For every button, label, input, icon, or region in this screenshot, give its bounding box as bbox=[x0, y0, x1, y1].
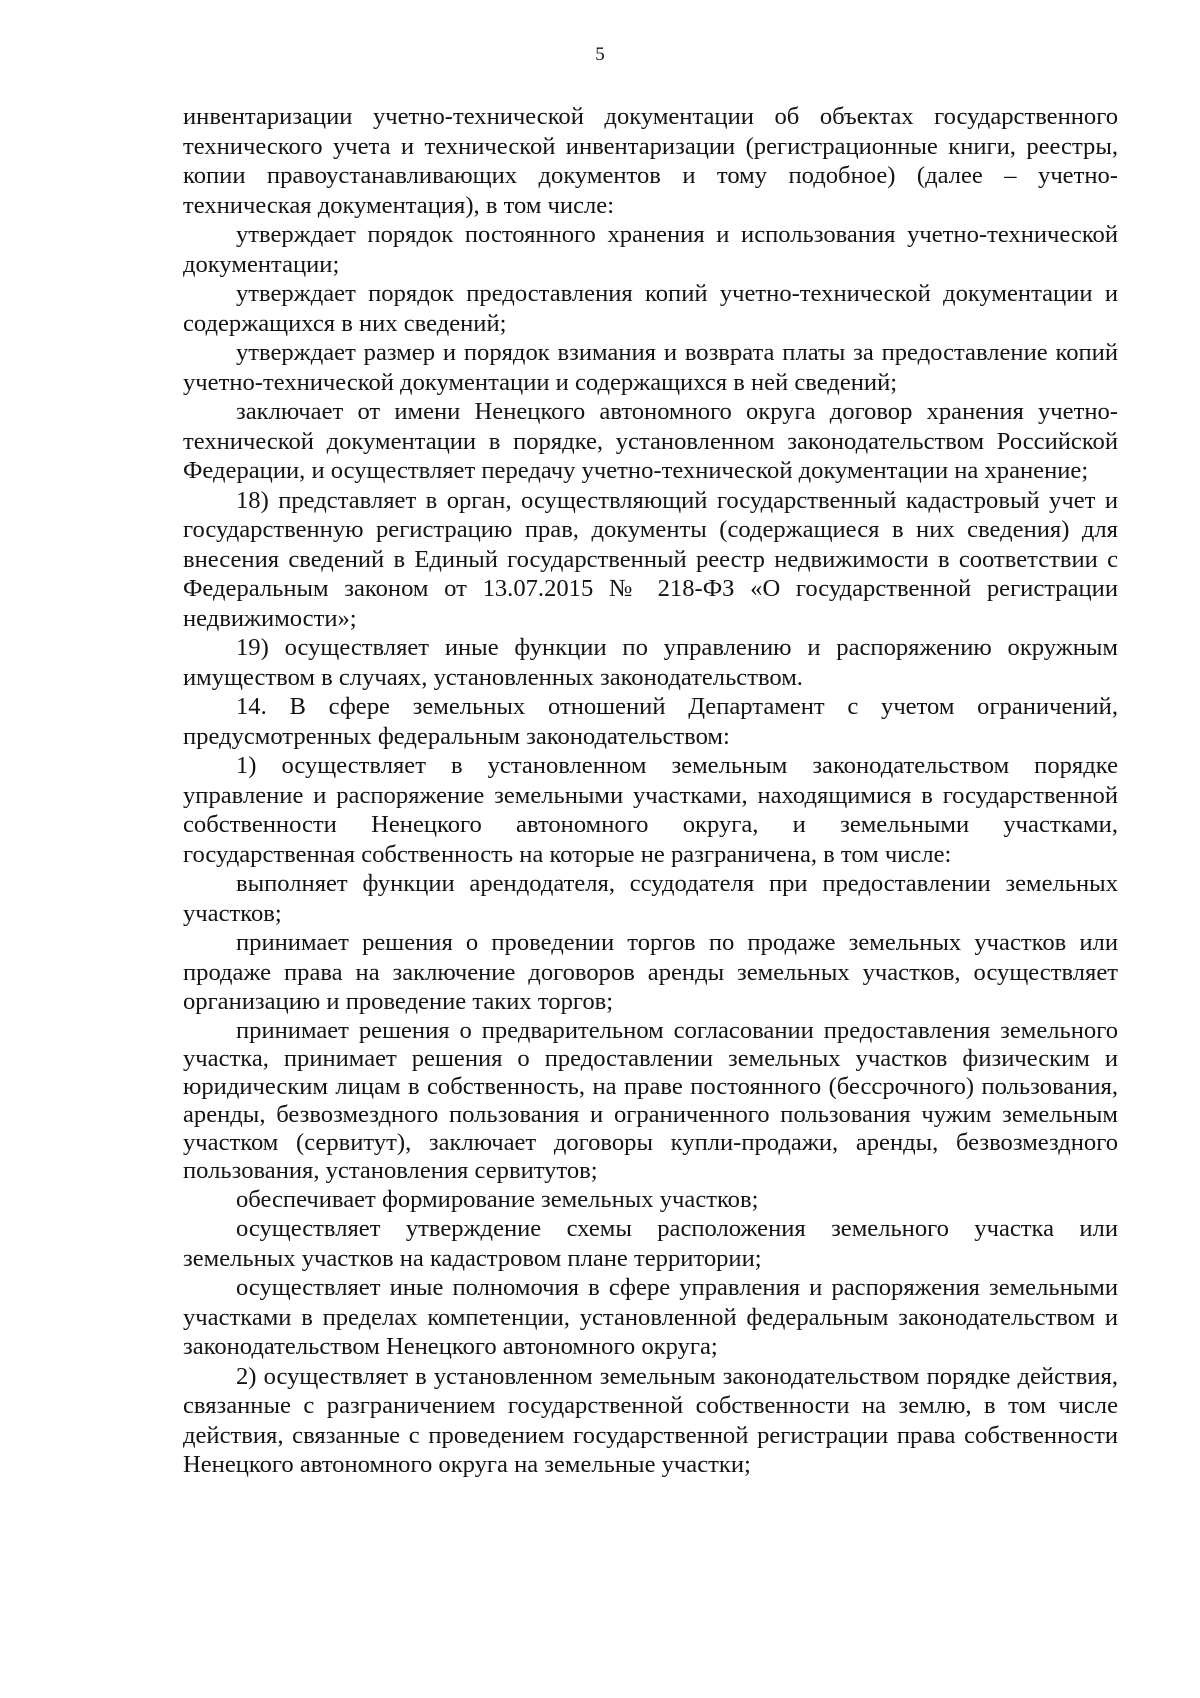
paragraph: осуществляет утверждение схемы расположения земельного участка или земельных участков на кадастровом плане территории; bbox=[183, 1215, 1118, 1272]
paragraph: принимает решения о проведении торгов по продаже земельных участков или продаже права на заключение договоров аренды земельных участков, осуществляет организацию и проведение таких торгов; bbox=[183, 929, 1118, 1015]
paragraph: утверждает размер и порядок взимания и возврата платы за предоставление копий учетно-технической документации и содержащихся в ней сведений; bbox=[183, 339, 1118, 396]
paragraph: заключает от имени Ненецкого автономного округа договор хранения учетно-технической документации в порядке, установленном законодательством Российской Федерации, и осуществляет передачу учетно-технической документации на хранение; bbox=[183, 398, 1118, 484]
paragraph: обеспечивает формирование земельных участков; bbox=[236, 1185, 759, 1213]
paragraph: выполняет функции арендодателя, ссудодателя при предоставлении земельных участков; bbox=[183, 870, 1118, 927]
paragraph: 19) осуществляет иные функции по управлению и распоряжению окружным имуществом в случаях, установленных законодательством. bbox=[183, 634, 1118, 691]
paragraph: 14. В сфере земельных отношений Департамент с учетом ограничений, предусмотренных федеральным законодательством: bbox=[183, 693, 1118, 750]
document-body bbox=[183, 102, 1118, 1480]
paragraph: 2) осуществляет в установленном земельным законодательством порядке действия, связанные с разграничением государственной собственности на землю, в том числе действия, связанные с проведением государственной регистрации права собственности Ненецкого автономного округа на земельные участки; bbox=[183, 1362, 1118, 1478]
paragraph: принимает решения о предварительном согласовании предоставления земельного участка, принимает решения о предоставлении земельных участков физическим и юридическим лицам в собственность, на праве постоянного (бессрочного) пользования, аренды, безвозмездного пользования и ограниченного пользования чужим земельным участком (сервитут), заключает договоры купли-продажи, аренды, безвозмездного пользования, установления сервитутов; bbox=[183, 1016, 1118, 1184]
paragraph: осуществляет иные полномочия в сфере управления и распоряжения земельными участками в пределах компетенции, установленной федеральным законодательством и законодательством Ненецкого автономного округа; bbox=[183, 1274, 1118, 1360]
page-number: 5 bbox=[595, 44, 605, 65]
paragraph: утверждает порядок предоставления копий учетно-технической документации и содержащихся в них сведений; bbox=[183, 280, 1118, 337]
paragraph: инвентаризации учетно-технической документации об объектах государственного технического учета и технической инвентаризации (регистрационные книги, реестры, копии правоустанавливающих документов и тому подобное) (далее – учетно-техническая документация), в том числе: bbox=[183, 103, 1118, 219]
paragraph: утверждает порядок постоянного хранения и использования учетно-технической документации; bbox=[183, 221, 1118, 278]
paragraph: 1) осуществляет в установленном земельным законодательством порядке управление и распоряжение земельными участками, находящимися в государственной собственности Ненецкого автономного округа, и земельными участками, государственная собственность на которые не разграничена, в том числе: bbox=[183, 752, 1118, 868]
paragraph: 18) представляет в орган, осуществляющий государственный кадастровый учет и государственную регистрацию прав, документы (содержащиеся в них сведения) для внесения сведений в Единый государственный реестр недвижимости в соответствии с Федеральным законом от 13.07.2015 № 218-ФЗ «О государственной регистрации недвижимости»; bbox=[183, 486, 1118, 632]
